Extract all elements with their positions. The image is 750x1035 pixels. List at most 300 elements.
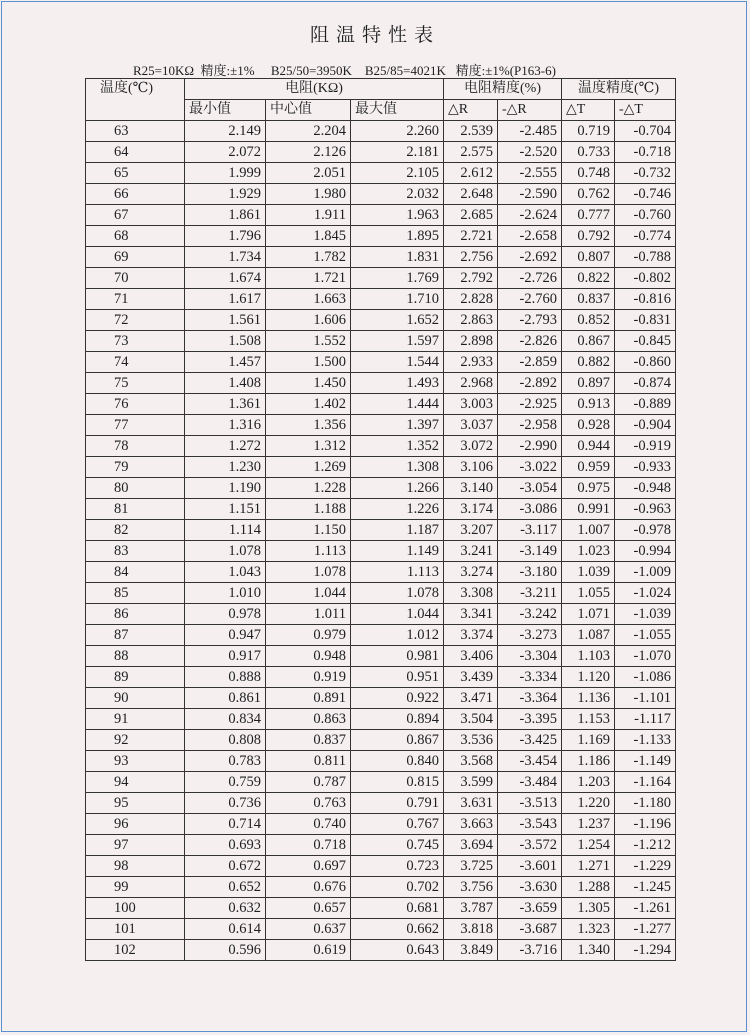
cell-r-center: 1.845 [266,226,351,247]
cell-r-max: 1.149 [351,541,444,562]
table-row [86,898,676,919]
cell-delta-r-pos: 2.863 [444,310,498,331]
cell-delta-r-neg: -3.716 [498,940,562,961]
cell-delta-t-neg: -1.196 [615,814,676,835]
header-dt-pos: △T [562,100,615,121]
cell-r-max: 2.181 [351,142,444,163]
table-row [86,562,676,583]
cell-delta-t-pos: 1.271 [562,856,615,877]
cell-delta-t-neg: -1.070 [615,646,676,667]
cell-r-max: 0.702 [351,877,444,898]
cell-delta-r-neg: -3.659 [498,898,562,919]
cell-r-center: 1.228 [266,478,351,499]
cell-temperature: 71 [86,289,185,310]
cell-temperature: 101 [86,919,185,940]
cell-delta-r-neg: -3.543 [498,814,562,835]
cell-r-center: 1.312 [266,436,351,457]
table-row [86,352,676,373]
cell-r-center: 1.721 [266,268,351,289]
header-min: 最小值 [185,100,266,121]
table-row [86,310,676,331]
cell-delta-r-neg: -2.892 [498,373,562,394]
cell-r-max: 1.308 [351,457,444,478]
cell-r-max: 1.012 [351,625,444,646]
cell-delta-t-pos: 1.023 [562,541,615,562]
cell-delta-t-pos: 1.055 [562,583,615,604]
cell-delta-t-pos: 0.867 [562,331,615,352]
cell-delta-r-pos: 3.849 [444,940,498,961]
cell-delta-r-pos: 3.725 [444,856,498,877]
cell-r-center: 0.948 [266,646,351,667]
cell-delta-r-pos: 3.207 [444,520,498,541]
table-row [86,226,676,247]
cell-r-max: 0.643 [351,940,444,961]
cell-r-max: 0.981 [351,646,444,667]
cell-delta-r-pos: 3.694 [444,835,498,856]
cell-r-max: 1.652 [351,310,444,331]
cell-delta-r-neg: -3.601 [498,856,562,877]
cell-delta-r-pos: 3.756 [444,877,498,898]
cell-temperature: 99 [86,877,185,898]
cell-r-center: 1.606 [266,310,351,331]
cell-delta-t-pos: 1.071 [562,604,615,625]
cell-r-min: 1.043 [185,562,266,583]
cell-r-min: 1.861 [185,205,266,226]
cell-delta-t-neg: -1.245 [615,877,676,898]
cell-delta-r-pos: 3.140 [444,478,498,499]
cell-delta-r-neg: -3.242 [498,604,562,625]
cell-delta-r-pos: 3.106 [444,457,498,478]
cell-temperature: 84 [86,562,185,583]
cell-delta-t-neg: -0.933 [615,457,676,478]
cell-delta-t-neg: -0.816 [615,289,676,310]
cell-delta-t-pos: 0.777 [562,205,615,226]
cell-delta-r-neg: -3.364 [498,688,562,709]
table-row [86,856,676,877]
cell-r-max: 0.791 [351,793,444,814]
header-resistance: 电阻(KΩ) [185,79,444,100]
cell-temperature: 98 [86,856,185,877]
cell-r-center: 0.676 [266,877,351,898]
cell-delta-r-neg: -3.630 [498,877,562,898]
table-row [86,625,676,646]
cell-r-max: 0.894 [351,709,444,730]
table-row [86,667,676,688]
cell-delta-t-pos: 1.305 [562,898,615,919]
cell-r-center: 1.980 [266,184,351,205]
cell-delta-t-pos: 0.882 [562,352,615,373]
cell-delta-t-neg: -1.055 [615,625,676,646]
cell-delta-r-neg: -2.925 [498,394,562,415]
cell-delta-r-neg: -2.958 [498,415,562,436]
cell-delta-t-pos: 1.120 [562,667,615,688]
cell-r-min: 1.408 [185,373,266,394]
cell-delta-t-neg: -1.164 [615,772,676,793]
cell-delta-t-neg: -0.904 [615,415,676,436]
header-temp: 温度(℃) [86,79,185,121]
cell-temperature: 81 [86,499,185,520]
cell-temperature: 100 [86,898,185,919]
cell-delta-r-neg: -2.726 [498,268,562,289]
cell-r-center: 0.697 [266,856,351,877]
cell-r-min: 0.917 [185,646,266,667]
cell-delta-t-pos: 0.959 [562,457,615,478]
cell-delta-t-pos: 0.975 [562,478,615,499]
table-row [86,730,676,751]
spec-line: R25=10KΩ 精度:±1% B25/50=3950K B25/85=4021K 精度:±1%(P163-6) [133,63,556,78]
cell-r-center: 1.269 [266,457,351,478]
table-row [86,520,676,541]
table-row [86,142,676,163]
cell-delta-t-neg: -0.948 [615,478,676,499]
cell-r-min: 0.736 [185,793,266,814]
table-row [86,541,676,562]
cell-r-center: 2.051 [266,163,351,184]
cell-delta-r-pos: 3.663 [444,814,498,835]
cell-delta-t-pos: 0.837 [562,289,615,310]
table-row [86,331,676,352]
cell-r-center: 0.763 [266,793,351,814]
cell-delta-t-neg: -0.889 [615,394,676,415]
cell-delta-r-pos: 3.471 [444,688,498,709]
cell-r-center: 1.150 [266,520,351,541]
cell-delta-r-neg: -3.022 [498,457,562,478]
cell-r-max: 1.397 [351,415,444,436]
cell-temperature: 91 [86,709,185,730]
cell-r-max: 1.113 [351,562,444,583]
cell-delta-r-pos: 3.504 [444,709,498,730]
cell-delta-r-neg: -3.211 [498,583,562,604]
cell-delta-r-pos: 2.756 [444,247,498,268]
cell-delta-r-pos: 2.575 [444,142,498,163]
cell-delta-t-pos: 0.762 [562,184,615,205]
table-row [86,247,676,268]
cell-delta-r-neg: -3.334 [498,667,562,688]
cell-r-min: 0.596 [185,940,266,961]
table-row [86,919,676,940]
cell-delta-t-neg: -0.860 [615,352,676,373]
table-row [86,289,676,310]
table-row [86,184,676,205]
cell-temperature: 82 [86,520,185,541]
cell-delta-t-pos: 0.944 [562,436,615,457]
cell-delta-t-pos: 0.852 [562,310,615,331]
cell-temperature: 76 [86,394,185,415]
cell-r-max: 1.187 [351,520,444,541]
cell-delta-t-pos: 1.007 [562,520,615,541]
cell-delta-r-neg: -3.149 [498,541,562,562]
cell-delta-r-neg: -2.590 [498,184,562,205]
cell-delta-r-pos: 2.898 [444,331,498,352]
cell-r-min: 2.149 [185,121,266,142]
cell-r-max: 1.044 [351,604,444,625]
cell-r-max: 2.260 [351,121,444,142]
cell-delta-t-pos: 0.897 [562,373,615,394]
cell-delta-r-pos: 2.968 [444,373,498,394]
cell-delta-r-pos: 3.787 [444,898,498,919]
cell-delta-r-neg: -2.793 [498,310,562,331]
cell-temperature: 97 [86,835,185,856]
cell-r-center: 1.500 [266,352,351,373]
header-row-1 [86,79,676,100]
cell-delta-r-pos: 2.792 [444,268,498,289]
cell-r-min: 1.929 [185,184,266,205]
cell-delta-t-neg: -0.919 [615,436,676,457]
cell-r-min: 1.674 [185,268,266,289]
cell-temperature: 92 [86,730,185,751]
table-row [86,478,676,499]
cell-delta-r-pos: 3.341 [444,604,498,625]
cell-temperature: 67 [86,205,185,226]
cell-delta-t-neg: -1.229 [615,856,676,877]
cell-delta-t-pos: 1.186 [562,751,615,772]
cell-r-min: 0.808 [185,730,266,751]
cell-delta-t-pos: 1.103 [562,646,615,667]
cell-r-center: 2.204 [266,121,351,142]
cell-delta-t-neg: -1.294 [615,940,676,961]
cell-delta-r-neg: -2.624 [498,205,562,226]
table-row [86,751,676,772]
cell-r-min: 1.114 [185,520,266,541]
cell-delta-t-pos: 0.733 [562,142,615,163]
cell-delta-r-pos: 2.539 [444,121,498,142]
cell-delta-r-neg: -2.658 [498,226,562,247]
cell-r-center: 1.011 [266,604,351,625]
cell-temperature: 86 [86,604,185,625]
cell-delta-r-neg: -2.826 [498,331,562,352]
cell-delta-t-neg: -1.101 [615,688,676,709]
cell-r-min: 1.734 [185,247,266,268]
cell-delta-t-neg: -0.732 [615,163,676,184]
cell-r-max: 0.745 [351,835,444,856]
cell-delta-t-pos: 0.792 [562,226,615,247]
cell-delta-t-neg: -0.802 [615,268,676,289]
cell-temperature: 68 [86,226,185,247]
cell-r-max: 1.597 [351,331,444,352]
cell-temperature: 102 [86,940,185,961]
cell-delta-t-neg: -1.212 [615,835,676,856]
cell-r-max: 1.078 [351,583,444,604]
cell-r-max: 1.769 [351,268,444,289]
cell-r-max: 1.493 [351,373,444,394]
cell-temperature: 75 [86,373,185,394]
cell-delta-t-pos: 1.254 [562,835,615,856]
cell-r-max: 0.840 [351,751,444,772]
cell-r-max: 0.723 [351,856,444,877]
cell-delta-t-pos: 1.237 [562,814,615,835]
cell-r-center: 0.787 [266,772,351,793]
cell-delta-t-neg: -0.978 [615,520,676,541]
cell-delta-r-neg: -2.692 [498,247,562,268]
table-row [86,793,676,814]
cell-r-center: 1.188 [266,499,351,520]
cell-r-center: 1.356 [266,415,351,436]
header-res-precision: 电阻精度(%) [444,79,562,100]
cell-r-center: 0.657 [266,898,351,919]
cell-delta-t-neg: -1.024 [615,583,676,604]
cell-delta-t-pos: 0.807 [562,247,615,268]
cell-temperature: 73 [86,331,185,352]
table-row [86,205,676,226]
cell-delta-t-neg: -0.874 [615,373,676,394]
cell-delta-r-neg: -2.990 [498,436,562,457]
cell-delta-t-neg: -1.277 [615,919,676,940]
cell-delta-r-pos: 3.631 [444,793,498,814]
cell-temperature: 93 [86,751,185,772]
cell-temperature: 64 [86,142,185,163]
cell-delta-r-neg: -3.687 [498,919,562,940]
cell-temperature: 79 [86,457,185,478]
cell-temperature: 90 [86,688,185,709]
cell-delta-t-pos: 0.719 [562,121,615,142]
cell-delta-t-pos: 0.822 [562,268,615,289]
cell-delta-t-pos: 1.087 [562,625,615,646]
cell-delta-t-neg: -1.180 [615,793,676,814]
cell-delta-r-neg: -3.513 [498,793,562,814]
cell-delta-r-pos: 3.241 [444,541,498,562]
cell-delta-t-neg: -1.117 [615,709,676,730]
cell-delta-r-neg: -3.273 [498,625,562,646]
table-row [86,772,676,793]
cell-r-min: 1.151 [185,499,266,520]
cell-temperature: 88 [86,646,185,667]
header-temp-precision: 温度精度(℃) [562,79,676,100]
cell-r-max: 0.951 [351,667,444,688]
cell-temperature: 78 [86,436,185,457]
cell-delta-t-neg: -0.831 [615,310,676,331]
cell-delta-t-pos: 1.203 [562,772,615,793]
cell-delta-r-neg: -3.086 [498,499,562,520]
cell-delta-r-pos: 3.406 [444,646,498,667]
table-row [86,688,676,709]
table-row [86,415,676,436]
table-row [86,877,676,898]
cell-delta-t-pos: 1.136 [562,688,615,709]
header-dr-pos: △R [444,100,498,121]
cell-delta-t-neg: -0.963 [615,499,676,520]
cell-r-center: 1.450 [266,373,351,394]
cell-delta-r-neg: -2.485 [498,121,562,142]
cell-delta-r-neg: -2.520 [498,142,562,163]
cell-r-center: 1.402 [266,394,351,415]
table-row [86,394,676,415]
cell-r-center: 0.740 [266,814,351,835]
cell-r-max: 0.767 [351,814,444,835]
cell-r-center: 1.044 [266,583,351,604]
cell-r-center: 1.078 [266,562,351,583]
cell-temperature: 77 [86,415,185,436]
table-row [86,436,676,457]
cell-r-center: 0.863 [266,709,351,730]
cell-delta-t-pos: 1.039 [562,562,615,583]
cell-delta-r-pos: 3.308 [444,583,498,604]
cell-r-min: 1.999 [185,163,266,184]
cell-r-center: 0.891 [266,688,351,709]
cell-delta-r-neg: -2.760 [498,289,562,310]
table-row [86,457,676,478]
cell-r-max: 1.710 [351,289,444,310]
cell-r-center: 0.837 [266,730,351,751]
cell-delta-r-neg: -3.395 [498,709,562,730]
table-row [86,268,676,289]
cell-r-max: 2.105 [351,163,444,184]
table-row [86,583,676,604]
cell-delta-t-pos: 1.340 [562,940,615,961]
cell-temperature: 95 [86,793,185,814]
cell-r-center: 0.811 [266,751,351,772]
cell-temperature: 72 [86,310,185,331]
cell-r-center: 0.637 [266,919,351,940]
cell-r-max: 0.922 [351,688,444,709]
cell-delta-t-neg: -0.760 [615,205,676,226]
cell-r-center: 1.782 [266,247,351,268]
cell-r-min: 0.861 [185,688,266,709]
cell-delta-t-neg: -0.718 [615,142,676,163]
cell-delta-r-pos: 3.439 [444,667,498,688]
cell-delta-r-neg: -3.180 [498,562,562,583]
cell-delta-r-pos: 2.933 [444,352,498,373]
cell-r-min: 1.230 [185,457,266,478]
cell-delta-r-pos: 3.818 [444,919,498,940]
cell-r-min: 1.316 [185,415,266,436]
cell-delta-r-neg: -3.304 [498,646,562,667]
cell-r-center: 1.552 [266,331,351,352]
cell-delta-r-pos: 2.612 [444,163,498,184]
header-dr-neg: -△R [498,100,562,121]
table-row [86,121,676,142]
cell-r-center: 0.619 [266,940,351,961]
cell-temperature: 65 [86,163,185,184]
cell-r-min: 0.888 [185,667,266,688]
table-row [86,709,676,730]
cell-r-max: 1.895 [351,226,444,247]
cell-r-min: 1.457 [185,352,266,373]
cell-delta-t-neg: -1.133 [615,730,676,751]
cell-delta-r-neg: -2.555 [498,163,562,184]
cell-delta-r-pos: 2.721 [444,226,498,247]
cell-r-center: 0.919 [266,667,351,688]
cell-r-min: 0.978 [185,604,266,625]
cell-r-min: 1.561 [185,310,266,331]
cell-delta-t-pos: 0.928 [562,415,615,436]
cell-temperature: 87 [86,625,185,646]
cell-delta-t-neg: -1.009 [615,562,676,583]
cell-delta-r-neg: -3.425 [498,730,562,751]
cell-r-min: 2.072 [185,142,266,163]
table-row [86,499,676,520]
cell-delta-r-pos: 2.828 [444,289,498,310]
cell-delta-t-pos: 1.288 [562,877,615,898]
cell-r-max: 1.352 [351,436,444,457]
cell-r-max: 1.444 [351,394,444,415]
header-max: 最大值 [351,100,444,121]
cell-delta-t-neg: -0.774 [615,226,676,247]
table-row [86,940,676,961]
cell-delta-t-neg: -0.994 [615,541,676,562]
cell-delta-r-neg: -3.572 [498,835,562,856]
cell-delta-r-neg: -3.484 [498,772,562,793]
cell-r-center: 1.663 [266,289,351,310]
cell-r-max: 0.662 [351,919,444,940]
cell-delta-r-neg: -2.859 [498,352,562,373]
cell-r-min: 0.759 [185,772,266,793]
cell-delta-t-pos: 1.153 [562,709,615,730]
cell-delta-r-pos: 3.599 [444,772,498,793]
cell-delta-t-pos: 0.748 [562,163,615,184]
cell-r-center: 0.718 [266,835,351,856]
cell-temperature: 80 [86,478,185,499]
cell-delta-t-pos: 1.220 [562,793,615,814]
